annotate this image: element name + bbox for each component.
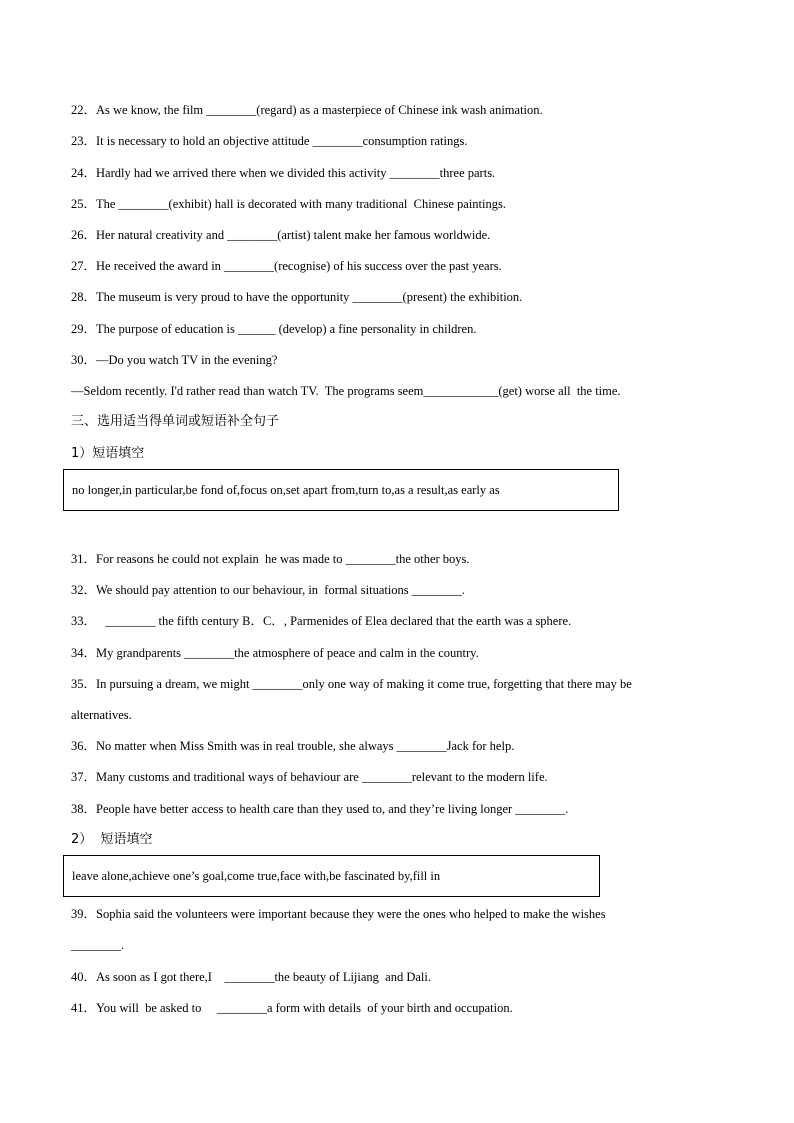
question-28: 28．The museum is very proud to have the opportunity ________(present) the exhibition.	[71, 290, 523, 304]
question-38: 38．People have better access to health care than they used to, and they’re living longer ________.	[71, 802, 569, 816]
question-30-prompt: 30．—Do you watch TV in the evening?	[71, 353, 278, 367]
question-39-line-2: ________.	[71, 938, 125, 952]
question-32: 32．We should pay attention to our behaviour, in formal situations ________.	[71, 583, 465, 597]
question-22: 22．As we know, the film ________(regard) as a masterpiece of Chinese ink wash animation.	[71, 103, 543, 117]
question-35-line-1: 35．In pursuing a dream, we might ________only one way of making it come true, forgetting that there may be	[71, 677, 632, 691]
question-41: 41．You will be asked to ________a form with details of your birth and occupation.	[71, 1001, 513, 1015]
question-23: 23．It is necessary to hold an objective attitude ________consumption ratings.	[71, 134, 468, 148]
question-30-reply: —Seldom recently. I'd rather read than watch TV. The programs seem____________(get) worse all the time.	[71, 384, 621, 398]
part-2-title: 2） 短语填空	[71, 832, 153, 847]
question-26: 26．Her natural creativity and ________(artist) talent make her famous worldwide.	[71, 228, 491, 242]
question-24: 24．Hardly had we arrived there when we divided this activity ________three parts.	[71, 166, 496, 180]
question-33: 33． ________ the fifth century B．C．, Parmenides of Elea declared that the earth was a sphere.	[71, 614, 572, 628]
question-40: 40．As soon as I got there,I ________the beauty of Lijiang and Dali.	[71, 970, 431, 984]
part-1-title: 1）短语填空	[71, 446, 145, 461]
section-3-title: 三、选用适当得单词或短语补全句子	[71, 414, 280, 429]
question-36: 36．No matter when Miss Smith was in real trouble, she always ________Jack for help.	[71, 739, 515, 753]
phrase-bank-1: no longer,in particular,be fond of,focus on,set apart from,turn to,as a result,as early as	[63, 469, 619, 511]
question-39-line-1: 39．Sophia said the volunteers were important because they were the ones who helped to make the wishes	[71, 907, 606, 921]
question-25: 25．The ________(exhibit) hall is decorated with many traditional Chinese paintings.	[71, 197, 506, 211]
phrase-bank-2: leave alone,achieve one’s goal,come true,face with,be fascinated by,fill in	[63, 855, 600, 897]
question-34: 34．My grandparents ________the atmosphere of peace and calm in the country.	[71, 646, 479, 660]
question-31: 31．For reasons he could not explain he was made to ________the other boys.	[71, 552, 470, 566]
question-35-line-2: alternatives.	[71, 708, 132, 722]
question-27: 27．He received the award in ________(recognise) of his success over the past years.	[71, 259, 502, 273]
question-29: 29．The purpose of education is ______ (develop) a fine personality in children.	[71, 322, 477, 336]
question-37: 37．Many customs and traditional ways of behaviour are ________relevant to the modern life.	[71, 770, 548, 784]
